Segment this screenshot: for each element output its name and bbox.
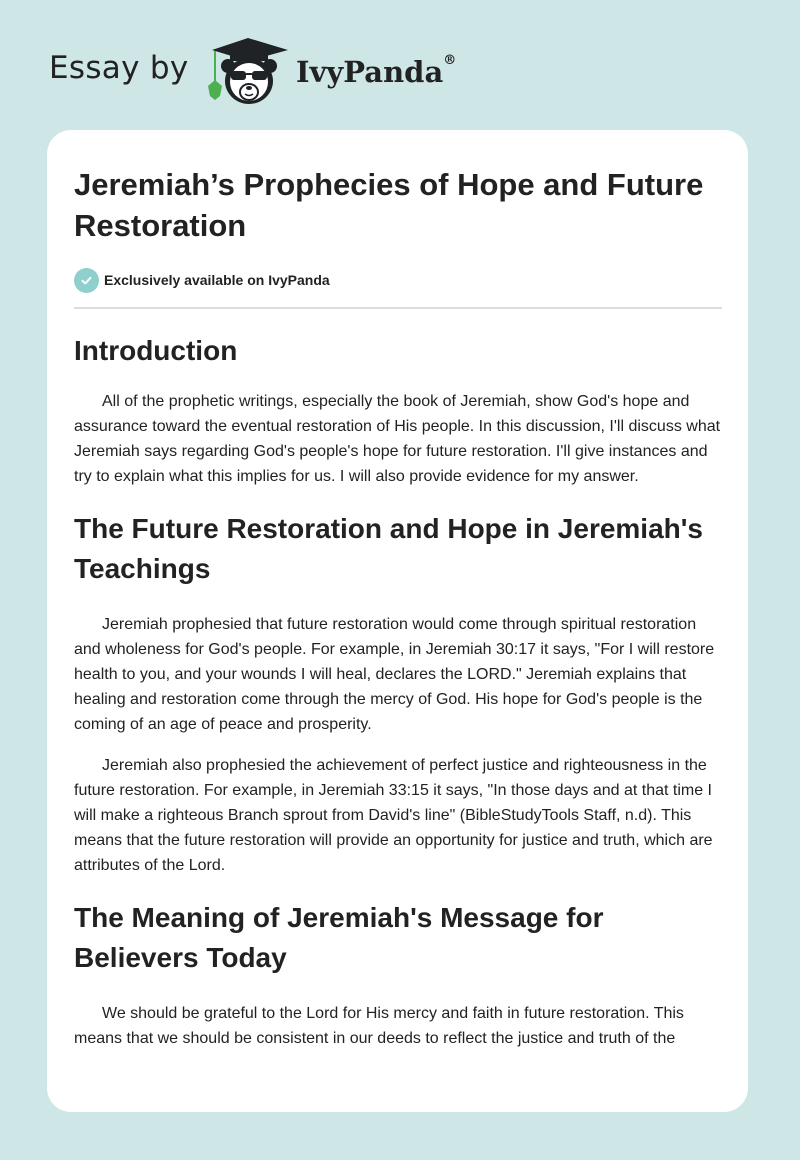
registered-mark: ® — [443, 53, 457, 68]
essay-by-label: Essay by — [49, 50, 189, 86]
section-heading-meaning-for-believers: The Meaning of Jeremiah's Message for Believers Today — [74, 902, 604, 973]
paragraph: We should be grateful to the Lord for His mercy and faith in future restoration. This means that we should be consistent in our deeds to reflect the justice and truth of the — [74, 1005, 684, 1047]
paragraph: Jeremiah also prophesied the achievement of perfect justice and righteousness in the future restoration. For example, in Jeremiah 33:15 it says, "In those days and at that time I will make a righteous Branch sprout from David's line" (BibleStudyTools Staff, n.d). This means that the future restoration will provide an opportunity for justice and truth, which are attributes of the Lord. — [74, 757, 713, 874]
exclusive-badge — [74, 267, 722, 293]
divider — [74, 307, 722, 309]
brand-text: IvyPanda — [296, 55, 444, 89]
essay-title: Jeremiah’s Prophecies of Hope and Future Restoration — [74, 167, 704, 243]
section-heading-future-restoration: The Future Restoration and Hope in Jeremiah's Teachings — [74, 513, 703, 584]
site-header — [0, 0, 800, 130]
section-heading-introduction: Introduction — [74, 335, 238, 366]
brand-name[interactable] — [296, 55, 456, 89]
panda-graduate-icon[interactable] — [202, 36, 294, 108]
check-icon — [74, 268, 99, 293]
paragraph: Jeremiah prophesied that future restoration would come through spiritual restoration and wholeness for God's people. For example, in Jeremiah 30:17 it says, "For I will restore health to you, and your wounds I will heal, declares the LORD." Jeremiah explains that healing and restoration come through the mercy of God. His hope for God's people is the coming of an age of peace and prosperity. — [74, 616, 715, 733]
paragraph: All of the prophetic writings, especially the book of Jeremiah, show God's hope and assurance toward the eventual restoration of His people. In this discussion, I'll discuss what Jeremiah says regarding God's people's hope for future restoration. I'll give instances and try to explain what this implies for us. I will also provide evidence for my answer. — [74, 393, 721, 485]
essay-card — [47, 130, 748, 1112]
exclusive-label: Exclusively available on IvyPanda — [104, 272, 330, 288]
